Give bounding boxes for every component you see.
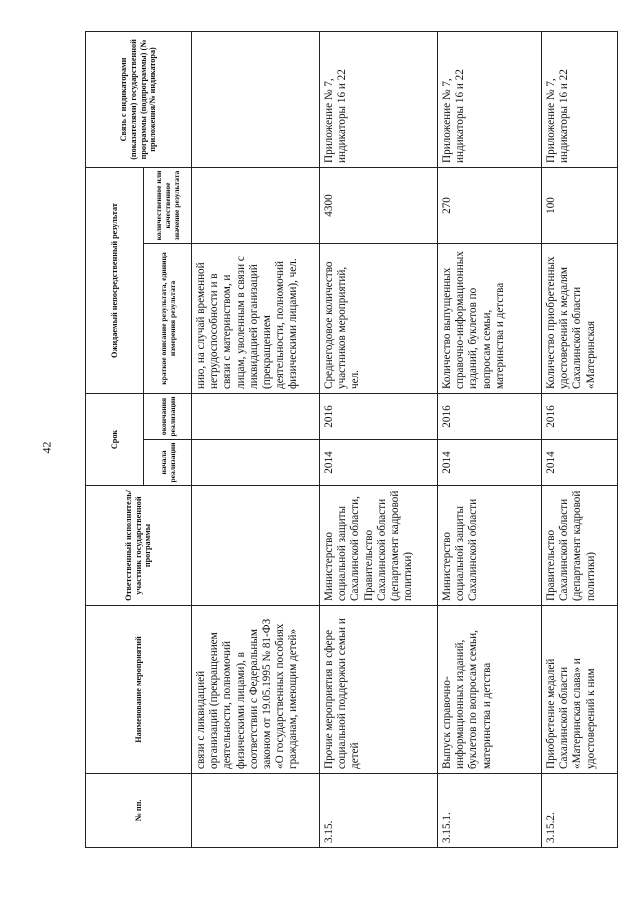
cell-responsible: Министерство социальной защиты Сахалинской области, Правительство Сахалинской области (департамент кадровой политики) xyxy=(320,486,438,606)
cell-end: 2016 xyxy=(438,394,542,440)
cell-name: Прочие мероприятия в сфере социальной поддержки семьи и детей xyxy=(320,606,438,774)
cell-link: Приложение № 7, индикаторы 16 и 22 xyxy=(438,31,542,167)
cell-start: 2014 xyxy=(438,440,542,486)
header-responsible: Ответственный исполнитель/участник государственной программы xyxy=(86,486,192,606)
header-link: Связь с индикаторами (показателями) государственной программы (подпрограммы) (№ приложения/№ индикатора) xyxy=(86,31,192,167)
header-term-end: окончания реализации xyxy=(144,394,192,440)
cell-result-desc: Количество выпущенных справочно-информационных изданий, буклетов по вопросам семьи, материнства и детства xyxy=(438,244,542,394)
header-num: № пп. xyxy=(86,774,192,848)
cell-result-value xyxy=(192,167,320,243)
cell-num: 3.15.2. xyxy=(542,774,618,848)
cell-name: связи с ликвидацией организаций (прекращением деятельности, полномочий физическими лицами), в соответствии с Федеральным законом от 19.05.1995 № 81-ФЗ «О государственных пособиях гражданам, имеющим детей» xyxy=(192,606,320,774)
table-row xyxy=(438,31,542,847)
cell-link: Приложение № 7, индикаторы 16 и 22 xyxy=(542,31,618,167)
header-result-value: количественное или качественное значение результата xyxy=(144,167,192,243)
cell-start: 2014 xyxy=(542,440,618,486)
cell-result-value: 100 xyxy=(542,167,618,243)
cell-num: 3.15.1. xyxy=(438,774,542,848)
cell-end xyxy=(192,394,320,440)
header-term-start: начала реализации xyxy=(144,440,192,486)
cell-result-desc: Среднегодовое количество участников мероприятий, чел. xyxy=(320,244,438,394)
rotated-table-wrapper xyxy=(85,32,615,848)
cell-result-value: 4300 xyxy=(320,167,438,243)
header-term: Срок xyxy=(86,394,144,486)
cell-num xyxy=(192,774,320,848)
header-result: Ожидаемый непосредственный результат xyxy=(86,167,144,393)
cell-link xyxy=(192,31,320,167)
cell-responsible xyxy=(192,486,320,606)
cell-end: 2016 xyxy=(320,394,438,440)
cell-responsible: Правительство Сахалинской области (департамент кадровой политики) xyxy=(542,486,618,606)
cell-result-value: 270 xyxy=(438,167,542,243)
cell-result-desc: нию, на случай временной нетрудоспособности и в связи с материнством, и лицам, уволенным в связи с ликвидацией организаций (прекращением деятельности, полномочий физическими лицами), чел. xyxy=(192,244,320,394)
cell-result-desc: Количество приобретенных удостоверений к медалям Сахалинской области «Материнская xyxy=(542,244,618,394)
cell-name: Выпуск справочно-информационных изданий, буклетов по вопросам семьи, материнства и детства xyxy=(438,606,542,774)
cell-responsible: Министерство социальной защиты Сахалинской области xyxy=(438,486,542,606)
table-row xyxy=(192,31,320,847)
header-result-desc: краткое описание результата, единица измерения результата xyxy=(144,244,192,394)
table-row xyxy=(542,31,618,847)
cell-start xyxy=(192,440,320,486)
page-number: 42 xyxy=(39,441,54,454)
cell-link: Приложение № 7, индикаторы 16 и 22 xyxy=(320,31,438,167)
cell-name: Приобретение медалей Сахалинской области «Материнская слава» и удостоверений к ним xyxy=(542,606,618,774)
cell-start: 2014 xyxy=(320,440,438,486)
cell-end: 2016 xyxy=(542,394,618,440)
activities-table xyxy=(85,31,618,848)
table-row xyxy=(320,31,438,847)
header-name: Наименование мероприятий xyxy=(86,606,192,774)
cell-num: 3.15. xyxy=(320,774,438,848)
